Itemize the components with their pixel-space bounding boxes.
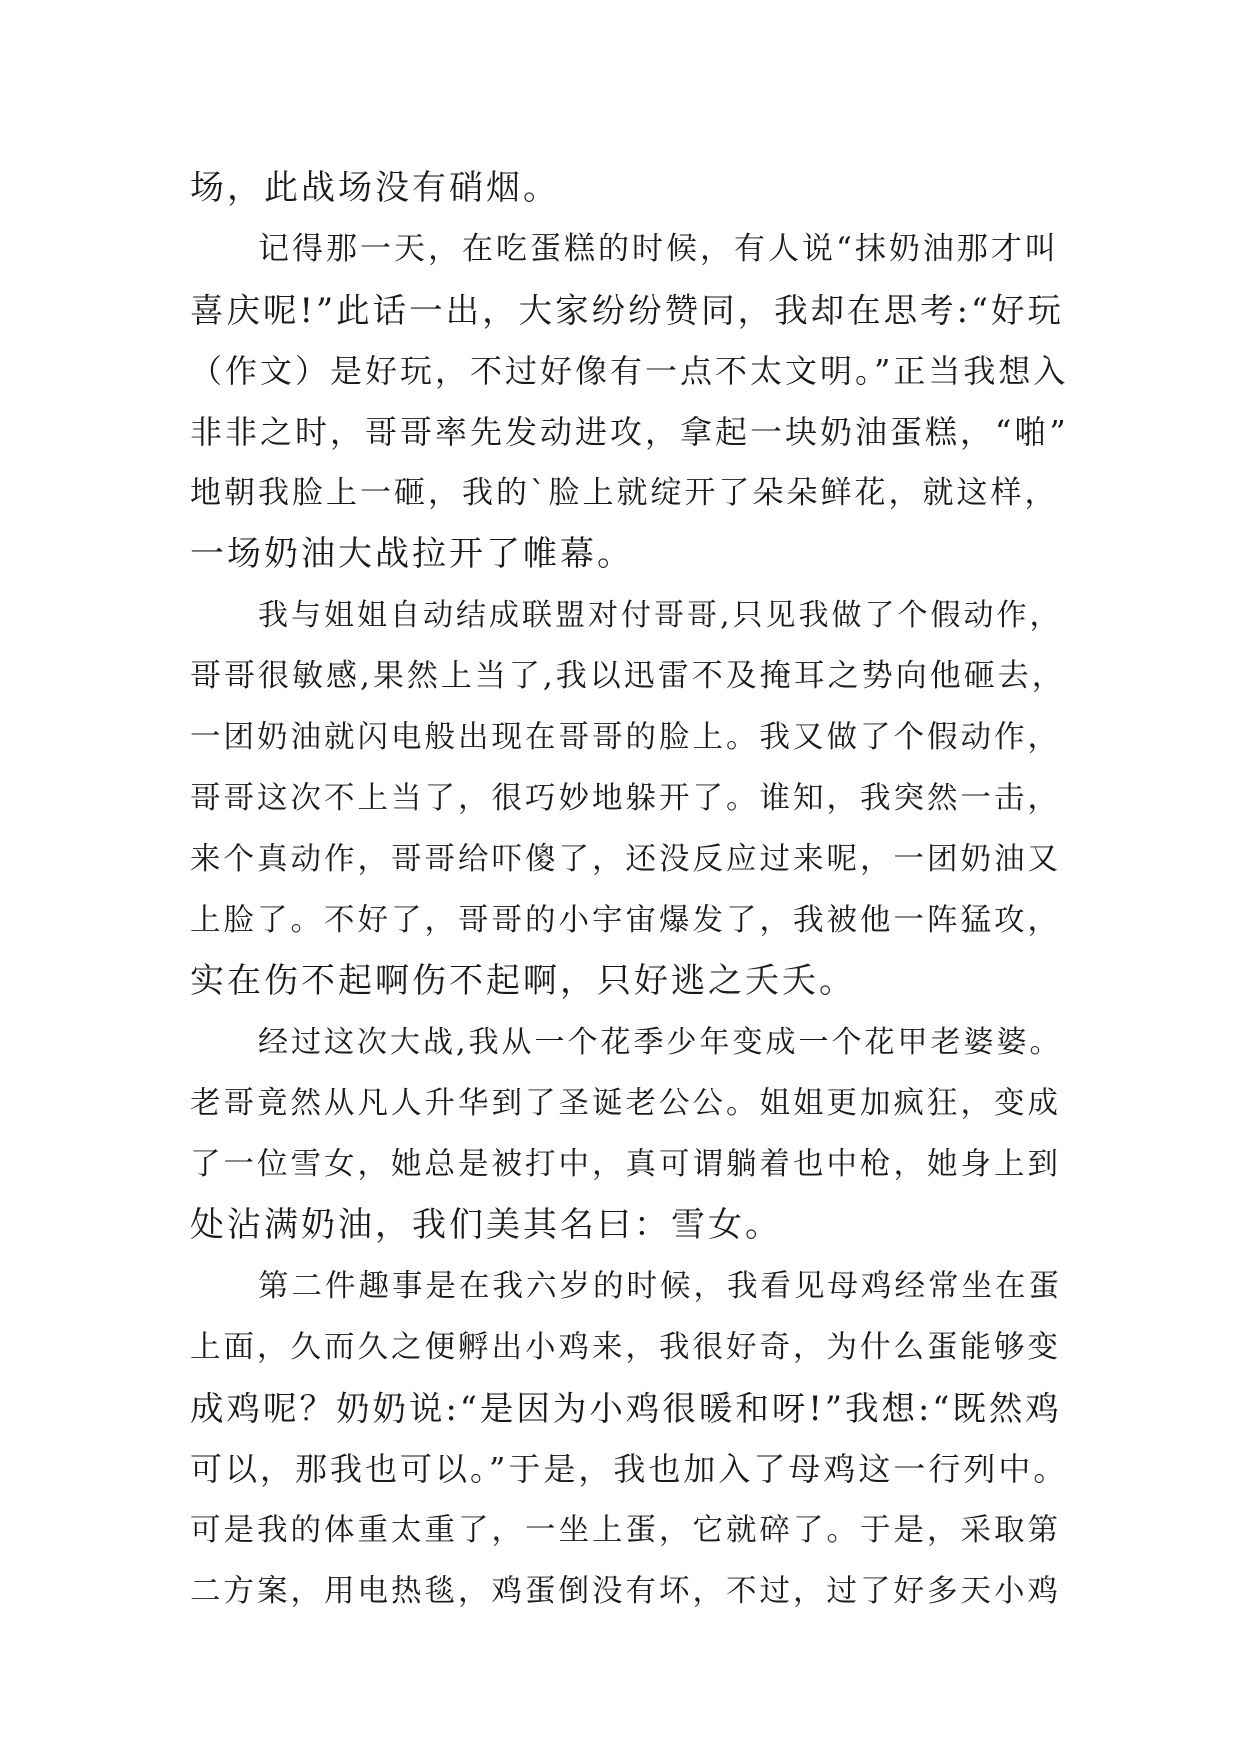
text-line: 处沾满奶油，我们美其名曰：雪女。	[190, 1205, 782, 1245]
text-line: 记得那一天，在吃蛋糕的时候，有人说“抹奶油那才叫	[258, 231, 1059, 267]
text-line: 经过这次大战,我从一个花季少年变成一个花甲老婆婆。	[258, 1025, 1063, 1060]
text-line: 二方案，用电热毯，鸡蛋倒没有坏，不过，过了好多天小鸡	[190, 1574, 1061, 1609]
body-text	[190, 158, 1070, 1622]
text-line: 一场奶油大战拉开了帷幕。	[190, 534, 634, 574]
text-line: 老哥竟然从凡人升华到了圣诞老公公。姐姐更加疯狂，变成	[190, 1086, 1061, 1121]
text-line: 实在伤不起啊伤不起啊，只好逃之夭夭。	[190, 961, 856, 1001]
text-line: 成鸡呢？奶奶说:“是因为小鸡很暖和呀!”我想:“既然鸡	[190, 1389, 1062, 1428]
text-line: 喜庆呢!”此话一出，大家纷纷赞同，我却在思考:“好玩	[190, 291, 1065, 330]
text-line: 场，此战场没有硝烟。	[190, 168, 560, 208]
text-line: 上脸了。不好了，哥哥的小宇宙爆发了，我被他一阵猛攻，	[190, 903, 1061, 938]
text-line: 地朝我脸上一砸，我的`脸上就绽开了朵朵鲜花，就这样，	[190, 475, 1059, 511]
text-line: （作文）是好玩，不过好像有一点不太文明。”正当我想入	[190, 352, 1069, 390]
text-line: 可以，那我也可以。”于是，我也加入了母鸡这一行列中。	[190, 1450, 1069, 1488]
text-line: 上面，久而久之便孵出小鸡来，我很好奇，为什么蛋能够变	[190, 1330, 1061, 1365]
text-line: 来个真动作，哥哥给吓傻了，还没反应过来呢，一团奶油又	[190, 842, 1061, 877]
text-line: 了一位雪女，她总是被打中，真可谓躺着也中枪，她身上到	[190, 1147, 1061, 1182]
text-line: 我与姐姐自动结成联盟对付哥哥,只见我做了个假动作，	[258, 598, 1063, 633]
text-line: 哥哥很敏感,果然上当了,我以迅雷不及掩耳之势向他砸去，	[190, 658, 1066, 694]
text-line: 一团奶油就闪电般出现在哥哥的脸上。我又做了个假动作，	[190, 720, 1061, 755]
text-line: 第二件趣事是在我六岁的时候，我看见母鸡经常坐在蛋	[258, 1269, 1062, 1304]
text-line: 哥哥这次不上当了，很巧妙地躲开了。谁知，我突然一击，	[190, 781, 1061, 816]
text-line: 非非之时，哥哥率先发动进攻，拿起一块奶油蛋糕，“啪”	[190, 413, 1069, 451]
text-line: 可是我的体重太重了，一坐上蛋，它就碎了。于是，采取第	[190, 1513, 1061, 1548]
